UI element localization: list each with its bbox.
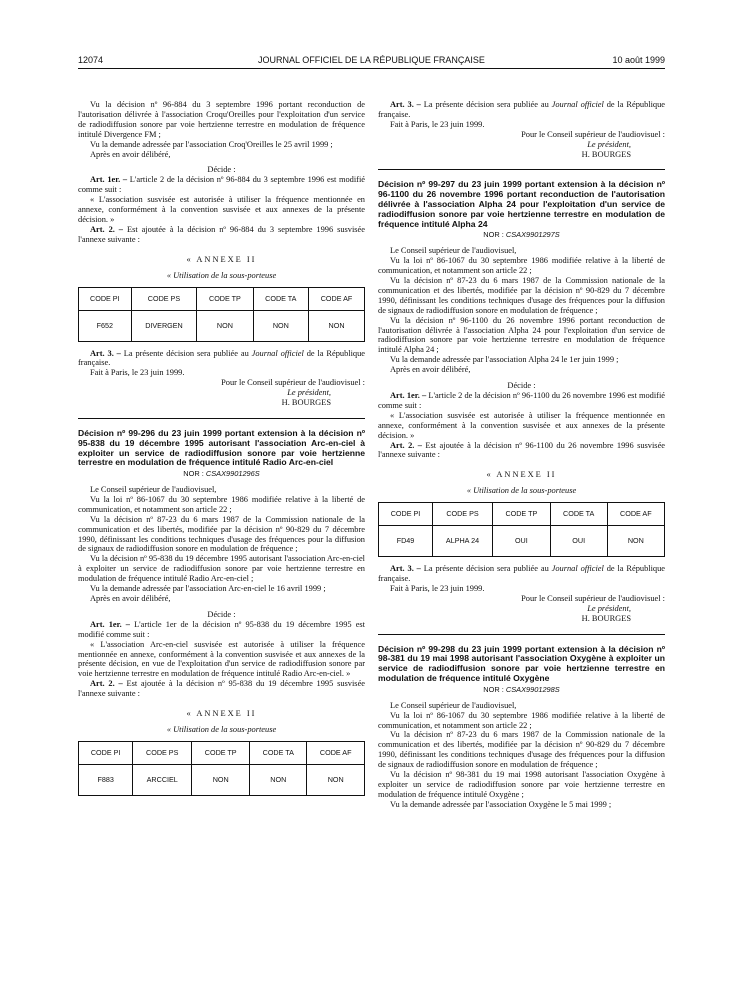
article-text: de la République française. [378,100,665,119]
table-cell: NON [253,310,308,341]
nor-code: CSAX9901297S [505,230,560,240]
article-text: La présente décision sera publiée au [423,564,552,574]
paragraph: Après en avoir délibéré, [90,149,171,159]
annexe-subheading [378,486,665,496]
table-cell: FD49 [379,526,433,557]
page-header [78,55,665,69]
paragraph: Vu la demande adressée par l'association Croq'Oreilles le 25 avril 1999 ; [90,139,333,149]
article-text: La présente décision sera publiée au [123,348,252,358]
annexe-heading: « ANNEXE II [186,709,257,719]
section-divider [78,418,365,419]
nor-reference [378,685,665,695]
article-2 [378,441,665,461]
table-header: CODE TA [253,287,308,310]
paragraph: Après en avoir délibéré, [90,594,171,603]
article-3 [378,100,665,120]
signature-role [378,604,631,614]
signature-line: Pour le Conseil supérieur de l'audiovisuel : [521,129,665,139]
signature-block [78,378,365,408]
table-header: CODE PI [79,287,132,310]
decision-title: Décision nº 99-296 du 23 juin 1999 portant extension à la décision nº 95-838 du 19 décembre 1995 autorisant l'association Arc-en-ciel à exploiter un service de radiodiffusion sonore par voie hertzienne terrestre en modulation de fréquence intitulé Radio Arc-en-ciel [78,427,365,468]
signature-role [378,140,631,150]
table-header: CODE TA [550,503,607,526]
table-header: CODE AF [307,741,365,764]
article-2 [78,225,365,245]
table-header: CODE PS [133,741,192,764]
table-header: CODE TP [197,287,253,310]
annexe-subheading-text: « Utilisation de la sous-porteuse [166,724,277,734]
table-header: CODE PS [433,503,493,526]
table-cell: NON [197,310,253,341]
journal-name: Journal officiel [551,564,604,574]
annexe-subheading-text: « Utilisation de la sous-porteuse [166,270,277,280]
article-label: Art. 1er. – [90,619,130,629]
article-label: Art. 3. – [90,348,121,358]
paragraph: Vu la loi nº 86-1067 du 30 septembre 1986 modifiée relative à la liberté de communication, et notamment son article 22 ; [78,494,365,514]
decision-title: Décision nº 99-297 du 23 juin 1999 portant extension à la décision nº 96-1100 du 26 novembre 1996 portant reconduction de l'autorisation délivrée à l'association Alpha 24 pour l'exploitation d'un service de radiodiffusion sonore par voie hertzienne terrestre en modulation de fréquence intitulé Alpha 24 [378,179,665,229]
section-divider [378,634,665,635]
table-cell: NON [607,526,664,557]
paragraph: Vu la décision nº 87-23 du 6 mars 1987 de la Commission nationale de la communication et des libertés, modifiée par la décision nº 90-829 du 7 décembre 1990, définissant les conditions techniques d'usage des fréquences pour la diffusion de signaux de radiodiffusion sonore en modulation de fréquence ; [378,276,665,315]
nor-code: CSAX9901298S [505,684,560,694]
annexe-subheading-text: « Utilisation de la sous-porteuse [466,486,577,496]
table-cell: NON [250,764,307,795]
section-divider [378,169,665,170]
table-cell: NON [309,310,365,341]
nor-reference [78,469,365,479]
table-header: CODE PS [131,287,197,310]
article-2 [78,679,365,699]
issue-date: 10 août 1999 [612,55,665,65]
signatory-name: H. BOURGES [581,149,631,159]
table-header: CODE AF [607,503,664,526]
signing-place-date: Fait à Paris, le 23 juin 1999. [390,583,485,593]
article-label: Art. 2. – [90,224,123,234]
annexe-heading: « ANNEXE II [186,254,257,264]
signature-role-text: Le président, [587,603,631,613]
table-cell: ARCCIEL [133,764,192,795]
paragraph: Vu la décision nº 96-1100 du 26 novembre 1996 portant reconduction de l'autorisation délivrée à l'association Alpha 24 pour l'exploitation d'un service de radiodiffusion sonore par voie hertzienne terrestre en modulation de fréquence intitulé Alpha 24 ; [378,315,665,355]
article-label: Art. 3. – [390,100,421,109]
article-1 [378,391,665,411]
paragraph: Vu la décision nº 95-838 du 19 décembre 1995 autorisant l'association Arc-en-ciel à exploiter un service de radiodiffusion sonore par voie hertzienne terrestre en modulation de fréquence intitulé Radio Arc-en-ciel ; [78,554,366,584]
article-3 [78,349,365,369]
paragraph: Vu la décision nº 87-23 du 6 mars 1987 de la Commission nationale de la communication et des libertés, modifiée par la décision nº 90-829 du 7 décembre 1990, définissant les conditions techniques d'usage des fréquences pour la diffusion de signaux de radiodiffusion sonore en modulation de fréquence ; [78,514,365,554]
nor-code: CSAX9901296S [205,469,260,479]
signature-role-text: Le président, [287,388,331,398]
signatory-name: H. BOURGES [281,398,331,408]
article-text: de la République française. [78,348,365,368]
article-3 [378,564,665,584]
paragraph: Vu la demande adressée par l'association Alpha 24 le 1er juin 1999 ; [390,355,619,365]
quote: « L'association susvisée est autorisée à utiliser la fréquence mentionnée en annexe, conformément à la convention susvisée et aux annexes de la présente décision. » [78,195,365,224]
signature-block [378,594,665,624]
table-cell: OUI [492,526,550,557]
subcarrier-table [78,741,365,796]
table-cell: ALPHA 24 [433,526,493,557]
article-text: de la République française. [378,564,665,584]
article-text: Est ajoutée à la décision nº 95-838 du 19 décembre 1995 susvisée l'annexe suivante : [78,679,365,699]
table-header: CODE TA [250,741,307,764]
paragraph: Le Conseil supérieur de l'audiovisuel, [390,700,517,710]
quote: « L'association Arc-en-ciel susvisée est autorisée à utiliser la fréquence mentionnée en annexe, conformément à la convention susvisée et aux annexes de la présente décision, en vue de l'exploitation d'un service de radiodiffusion sonore par voie hertzienne terrestre en modulation de fréquence intitulé Radio Arc-en-ciel. » [78,639,365,679]
article-text: Est ajoutée à la décision nº 96-1100 du 26 novembre 1996 susvisée l'annexe suivante : [378,440,666,460]
table-header: CODE PI [379,503,433,526]
nor-label: NOR : [483,230,506,240]
table-cell: NON [192,764,250,795]
article-label: Art. 1er. – [90,175,128,185]
table-cell: DIVERGEN [131,310,197,341]
signing-place-date: Fait à Paris, le 23 juin 1999. [390,119,485,129]
nor-label: NOR : [183,469,206,479]
article-text: L'article 2 de la décision nº 96-884 du 3 septembre 1996 est modifié comme suit : [78,175,366,195]
decision-title: Décision nº 99-298 du 23 juin 1999 portant extension à la décision nº 98-381 du 19 mai 1998 autorisant l'association Oxygène à exploiter un service de radiodiffusion sonore par voie hertzienne terrestre en modulation de fréquence intitulé Oxygène [378,643,665,683]
article-label: Art. 2. – [90,679,123,689]
paragraph: Vu la décision nº 98-381 du 19 mai 1998 autorisant l'association Oxygène à exploiter un service de radiodiffusion sonore par voie hertzienne terrestre en modulation de fréquence intitulé Oxygène ; [378,770,665,799]
annexe-subheading [78,271,365,281]
paragraph: Vu la demande adressée par l'association Arc-en-ciel le 16 avril 1999 ; [90,584,326,594]
journal-name: Journal officiel [551,100,604,109]
right-column [378,100,665,810]
article-label: Art. 1er. – [390,391,427,401]
signature-line: Pour le Conseil supérieur de l'audiovisuel : [521,593,665,603]
decide-heading: Décide : [207,609,236,619]
paragraph: Vu la loi nº 86-1067 du 30 septembre 1986 modifiée relative à la liberté de communication, et notamment son article 22 ; [378,256,665,276]
article-text: L'article 1er de la décision nº 95-838 du 19 décembre 1995 est modifié comme suit : [78,619,366,639]
article-label: Art. 2. – [390,440,422,450]
annexe-subheading [78,725,365,735]
table-header: CODE PI [79,741,133,764]
paragraph: Vu la décision nº 96-884 du 3 septembre 1996 portant reconduction de l'autorisation délivrée à l'association Croqu'Oreilles pour l'exploitation d'un service de radiodiffusion sonore par voie hertzienne terrestre en modulation de fréquence intitulé Divergence FM ; [78,100,365,139]
signing-place-date: Fait à Paris, le 23 juin 1999. [90,368,185,378]
header-rule [78,68,665,69]
table-header: CODE TP [492,503,550,526]
table-cell: F652 [79,310,132,341]
left-column [78,100,365,803]
paragraph: Le Conseil supérieur de l'audiovisuel, [90,485,217,495]
signatory-name: H. BOURGES [581,613,631,623]
nor-label: NOR : [483,684,506,694]
paragraph: Vu la demande adressée par l'association Oxygène le 5 mai 1999 ; [390,799,612,809]
article-text: Est ajoutée à la décision nº 96-884 du 3 septembre 1996 susvisée l'annexe suivante : [78,224,365,244]
annexe-heading: « ANNEXE II [486,470,557,480]
table-cell: F883 [79,764,133,795]
decide-heading: Décide : [507,381,536,391]
signature-role-text: Le président, [587,139,631,149]
paragraph: Le Conseil supérieur de l'audiovisuel, [390,246,517,256]
table-cell: NON [307,764,365,795]
paragraph: Vu la loi nº 86-1067 du 30 septembre 1986 modifiée relative à la liberté de communication, et notamment son article 22 ; [378,710,665,730]
nor-reference [378,230,665,240]
article-text: L'article 2 de la décision nº 96-1100 du 26 novembre 1996 est modifié comme suit : [378,391,666,410]
article-text: La présente décision sera publiée au [423,100,552,109]
quote: « L'association susvisée est autorisée à utiliser la fréquence mentionnée en annexe, conformément à la convention susvisée et aux annexes de la présente décision. » [378,410,665,440]
journal-title: JOURNAL OFFICIEL DE LA RÉPUBLIQUE FRANÇAISE [258,55,485,65]
article-1 [78,175,365,195]
table-cell: OUI [550,526,607,557]
signature-role [78,388,331,398]
paragraph: Après en avoir délibéré, [390,365,471,375]
signature-line: Pour le Conseil supérieur de l'audiovisuel : [221,378,365,388]
signature-block [378,130,665,160]
article-label: Art. 3. – [390,564,421,574]
subcarrier-table [78,287,365,342]
journal-name: Journal officiel [251,348,304,358]
table-header: CODE TP [192,741,250,764]
table-header: CODE AF [309,287,365,310]
paragraph: Vu la décision nº 87-23 du 6 mars 1987 de la Commission nationale de la communication et des libertés, modifiée par la décision nº 90-829 du 7 décembre 1990, définissant les conditions techniques d'usage des fréquences pour la diffusion de signaux de radiodiffusion sonore en modulation de fréquence ; [378,730,665,770]
decide-heading: Décide : [207,165,236,175]
article-1 [78,620,365,640]
subcarrier-table [378,502,665,557]
page-number: 12074 [78,55,104,65]
